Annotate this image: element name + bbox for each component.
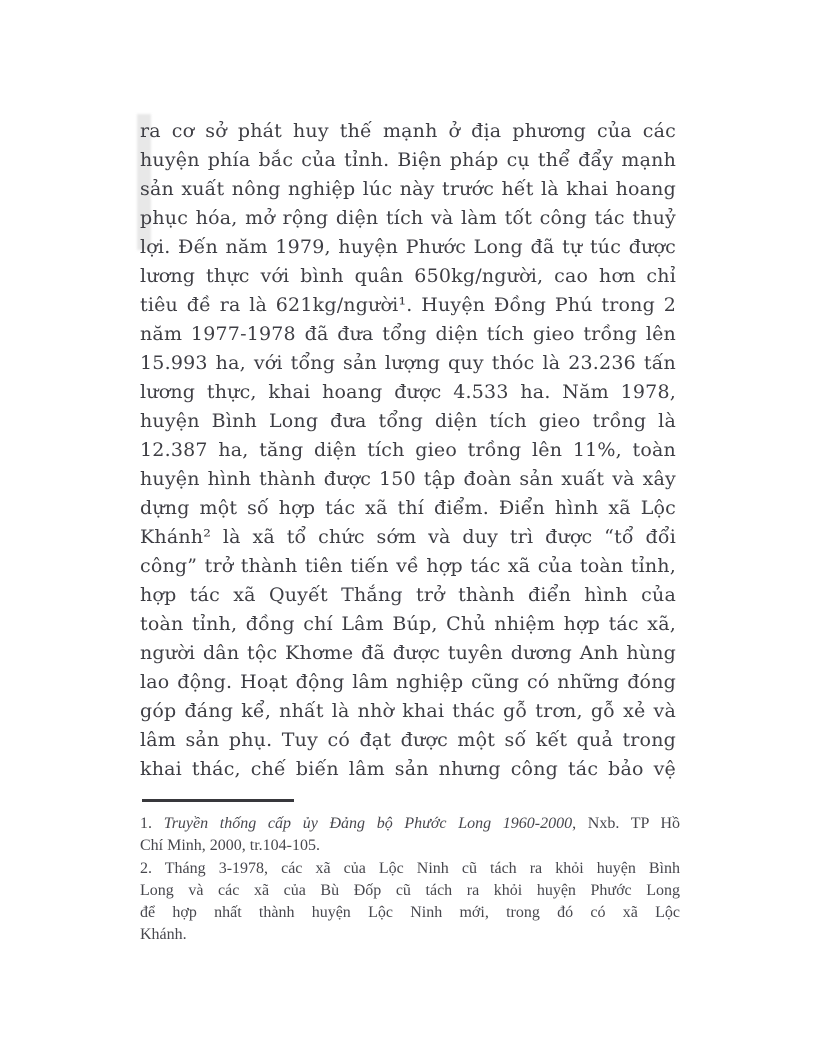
body-text-line: sản xuất nông nghiệp lúc này trước hết là khai hoang: [140, 178, 676, 200]
body-text-line: ra cơ sở phát huy thế mạnh ở địa phương của các: [140, 120, 676, 142]
footnotes-block: [140, 813, 680, 947]
body-text-line: toàn tỉnh, đồng chí Lâm Búp, Chủ nhiệm hợp tác xã,: [140, 613, 676, 635]
body-text-line: lao động. Hoạt động lâm nghiệp cũng có những đóng: [140, 671, 676, 693]
footnote-2-line-1: 2. Tháng 3-1978, các xã của Lộc Ninh cũ tách ra khỏi huyện Bình: [140, 859, 680, 877]
body-text-line: góp đáng kể, nhất là nhờ khai thác gỗ trơn, gỗ xẻ và: [140, 700, 676, 722]
footnote-separator: [142, 799, 294, 802]
footnote-2-line-4: Khánh.: [140, 926, 187, 944]
footnote-1-publisher: , Nxb. TP Hồ: [572, 815, 680, 832]
body-text-line: lâm sản phụ. Tuy có đạt được một số kết quả trong: [140, 729, 676, 751]
page-body-text: [140, 117, 676, 784]
body-text-line: Khánh² là xã tổ chức sớm và duy trì được “tổ đổi: [140, 526, 676, 548]
body-text-line: phục hóa, mở rộng diện tích và làm tốt công tác thuỷ: [140, 207, 676, 229]
footnote-2-line-3: để hợp nhất thành huyện Lộc Ninh mới, trong đó có xã Lộc: [140, 904, 680, 922]
body-text-line: năm 1977-1978 đã đưa tổng diện tích gieo trồng lên: [140, 323, 676, 345]
footnote-1-line-2: Chí Minh, 2000, tr.104-105.: [140, 837, 321, 855]
body-text-line: huyện phía bắc của tỉnh. Biện pháp cụ thể đẩy mạnh: [140, 149, 676, 171]
footnote-1-title-italic: Truyền thống cấp ủy Đảng bộ Phước Long 1960-2000: [163, 815, 573, 832]
body-text-line: lợi. Đến năm 1979, huyện Phước Long đã tự túc được: [140, 236, 676, 258]
footnote-1-line-1: [140, 813, 680, 835]
body-text-line: tiêu đề ra là 621kg/người¹. Huyện Đồng Phú trong 2: [140, 294, 676, 316]
body-text-line: dựng một số hợp tác xã thí điểm. Điển hình xã Lộc: [140, 497, 676, 519]
body-text-line: hợp tác xã Quyết Thắng trở thành điển hình của: [140, 584, 676, 606]
body-text-line: 15.993 ha, với tổng sản lượng quy thóc là 23.236 tấn: [140, 352, 676, 374]
body-text-line: huyện Bình Long đưa tổng diện tích gieo trồng là: [140, 410, 676, 432]
footnote-2-line-2: Long và các xã của Bù Đốp cũ tách ra khỏi huyện Phước Long: [140, 881, 680, 899]
body-text-line: công” trở thành tiên tiến về hợp tác xã của toàn tỉnh,: [140, 555, 676, 577]
body-text-line: lương thực với bình quân 650kg/người, cao hơn chỉ: [140, 265, 676, 287]
body-text-line: khai thác, chế biến lâm sản nhưng công tác bảo vệ: [140, 758, 676, 780]
body-text-line: huyện hình thành được 150 tập đoàn sản xuất và xây: [140, 468, 676, 490]
body-text-line: 12.387 ha, tăng diện tích gieo trồng lên 11%, toàn: [140, 439, 676, 461]
body-text-line: người dân tộc Khơme đã được tuyên dương Anh hùng: [140, 642, 676, 664]
body-text-line: lương thực, khai hoang được 4.533 ha. Năm 1978,: [140, 381, 676, 403]
footnote-1-marker: 1.: [140, 815, 164, 832]
